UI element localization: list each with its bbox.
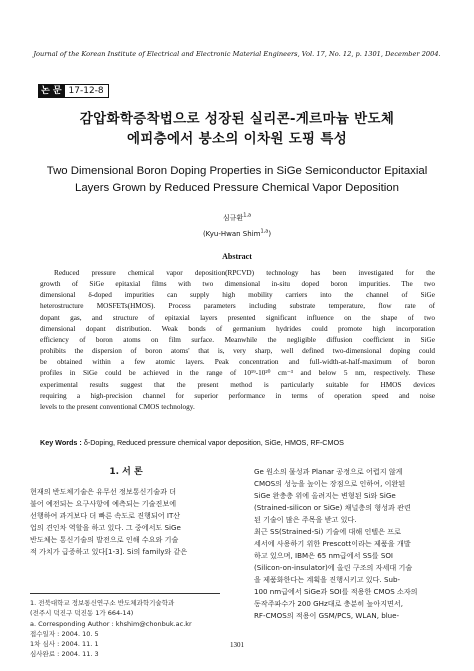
footnote-line: a. Corresponding Author : khshim@chonbuk.ac.kr [30, 619, 192, 628]
body-line: 선행하여 과거보다 더 빠른 속도로 진행되어 IT산 [30, 511, 181, 520]
footnote-line: 심사완료 : 2004. 11. 3 [30, 650, 99, 659]
abstract-line: be obtained within a few atomic layers. Peak concentration and full-width-at-half-maximum of boron [40, 358, 435, 367]
abstract-line: dopant gas, and structure of epitaxial layers presented significant influence on the shape of two [40, 313, 435, 322]
badge-number: 17-12-8 [65, 84, 109, 98]
abstract-line: efficiency of boron atoms on film surface. Meanwhile the negligible diffusion coefficient in SiGe [40, 335, 435, 344]
abstract-line: growth of SiGe epitaxial films with two dimensional in-situ doped boron impurities. The two [40, 280, 435, 289]
section-heading: 1. 서 론 [109, 467, 143, 477]
footnote-line: 접수일자 : 2004. 10. 5 [30, 629, 99, 638]
body-line: RF-CMOS의 적용이 GSM/PCS, WLAN, blue- [254, 611, 400, 620]
left-column [30, 466, 222, 558]
author-english-name: (Kyu-Hwan Shim [202, 230, 261, 238]
abstract-line: dimensional dopant distribution. Weak bonds of germanium hydrides could promote high incorporation [40, 324, 435, 333]
keywords-text: δ-Doping, Reduced pressure chemical vapor deposition, SiGe, HMOS, RF-CMOS [83, 438, 344, 447]
abstract-line: heterostructure MOSFETs(HMOS). Process parameters including substrate temperature, flow rate of [40, 302, 435, 311]
english-title-line: Layers Grown by Reduced Pressure Chemical Vapor Deposition [75, 182, 399, 194]
abstract-line: profiles in SiGe could be achieved in the range of 10¹⁹-10²⁰ cm⁻³ and below 5 nm, respectively. These [40, 369, 435, 378]
journal-header: Journal of the Korean Institute of Electrical and Electronic Material Engineers, Vol. 17, No. 12, p. 1301, December 2004. [33, 50, 441, 58]
body-line: 동작주파수가 200 GHz대로 충분히 높아지면서, [254, 599, 404, 608]
right-column [254, 466, 448, 622]
abstract-line: Reduced pressure chemical vapor deposition(RPCVD) technology has been investigated for the [54, 269, 435, 277]
body-line: 100 nm급에서 SiGe과 SOI를 적용한 CMOS 소자의 [254, 587, 418, 596]
abstract-line: prohibits the dispersion of boron atoms' that is, very sharp, well defined two-dimensional doping could [40, 347, 435, 356]
author-korean [30, 213, 444, 223]
abstract-line: levels to the present conventional CMOS technology. [40, 402, 195, 411]
abstract-heading: Abstract [222, 252, 252, 261]
korean-title-line: 에피층에서 붕소의 이차원 도핑 특성 [126, 131, 348, 147]
body-line: 적 가치가 급증하고 있다[1-3]. Si의 family와 같은 [30, 547, 188, 556]
footnote-line: (전주시 덕진구 덕진동 1가 664-14) [30, 609, 134, 618]
author-close-paren: ) [268, 230, 272, 238]
body-line: 최근 SS(Strained-Si) 기술에 대해 인텔은 프로 [254, 527, 401, 536]
footnotes [30, 598, 230, 660]
body-line: 세서에 사용하기 위한 Prescott이라는 제품을 개발 [254, 539, 411, 548]
english-title-line: Two Dimensional Boron Doping Properties in SiGe Semiconductor Epitaxial [46, 165, 428, 177]
body-line: 업의 견인차 역할을 하고 있다. 그 중에서도 SiGe [30, 523, 181, 532]
page-number: 1301 [230, 641, 244, 649]
body-line: (Silicon-on-insulator)에 올린 구조의 자세대 기술 [254, 563, 413, 572]
body-line: (Strained-silicon or SiGe) 채널층의 형성과 관련 [254, 503, 411, 512]
body-line: 현재의 반도체기술은 유무선 정보통신기술과 더 [30, 487, 177, 496]
author-english [30, 230, 444, 238]
badge-kind: 논 문 [38, 84, 65, 98]
body-line: 반도체는 통신기술의 발전으로 인해 수요와 기술 [30, 535, 179, 544]
author-affiliation-mark: 1,a [243, 212, 252, 219]
keywords-label: Key Words : [40, 438, 82, 447]
abstract-line: experimental results suggest that the present method is particularly suitable for HMOS devices [40, 380, 435, 389]
body-line: 된 기술이 많은 주목을 받고 있다. [254, 515, 357, 524]
body-line: 을 제품화한다는 계획을 진행시키고 있다. Sub- [254, 575, 401, 584]
footnote-divider [30, 593, 220, 594]
footnote-line: 1차 심사 : 2004. 11. 1 [30, 640, 99, 649]
english-title [24, 163, 450, 197]
body-line: 하고 있으며, IBM은 65 nm급에서 SS를 SOI [254, 551, 394, 560]
author-korean-name: 심규환 [222, 214, 244, 222]
abstract-line: requiring a high-precision channel for superior performance in terms of operation speed and noise [40, 391, 435, 400]
body-line: SiGe 완충층 위에 올려지는 변형된 Si와 SiGe [254, 491, 396, 500]
author-affiliation-mark: 1,a [260, 228, 269, 235]
abstract-line: dimensional δ-doped impurities can supply high mobility carriers into the channel of SiGe [40, 291, 435, 300]
korean-title [30, 109, 444, 149]
keywords [40, 438, 435, 447]
korean-title-line: 감압화학증착법으로 성장된 실리콘-게르마늄 반도체 [79, 111, 395, 127]
paper-badge [38, 84, 109, 98]
body-line: 불어 예전되는 요구사항에 예측되는 기술진보에 [30, 499, 177, 508]
body-line: Ge 원소의 물성과 Planar 공정으로 어렵지 않게 [254, 467, 403, 476]
footnote-line: 1. 전북대학교 정보통신연구소 반도체과학기술학과 [30, 599, 175, 607]
abstract-body [40, 268, 435, 413]
body-line: CMOS의 성능을 높이는 장점으로 인하여, 이완된 [254, 479, 406, 488]
